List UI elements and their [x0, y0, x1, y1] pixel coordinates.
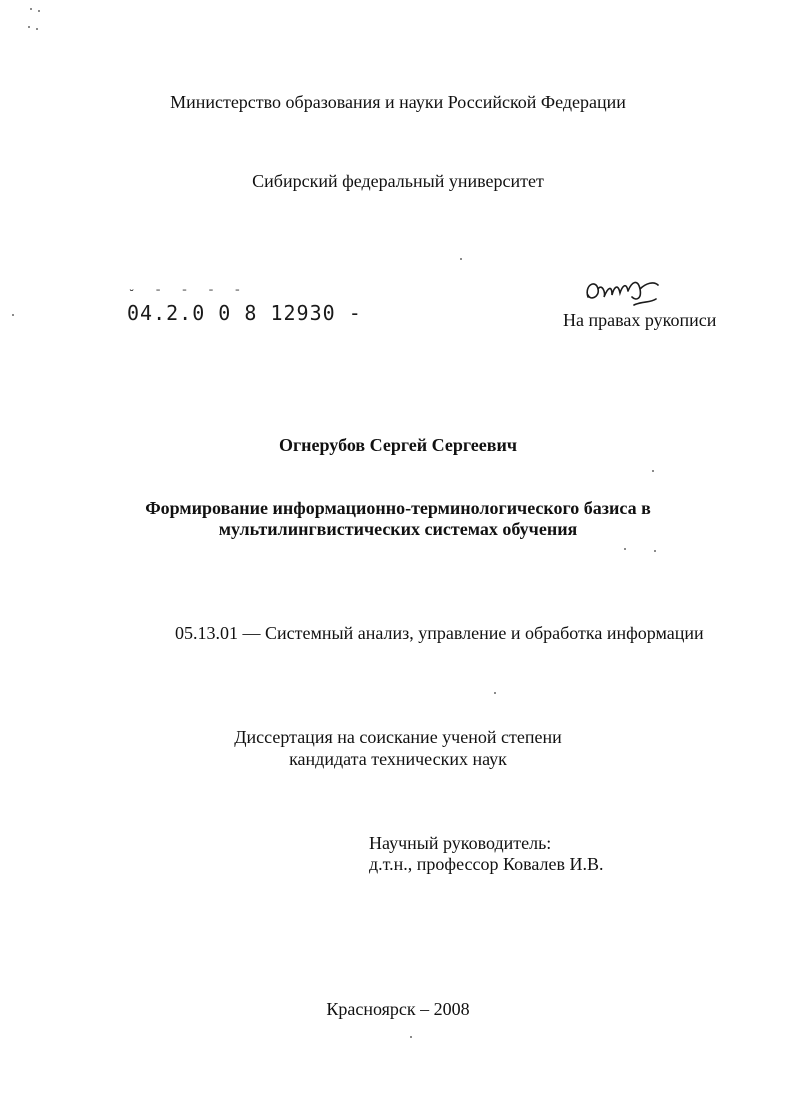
scan-artifact [624, 548, 626, 550]
manuscript-note: На правах рукописи [563, 310, 717, 330]
scan-artifact [460, 258, 462, 260]
degree-line1: Диссертация на соискание ученой степени [234, 727, 562, 747]
city-year: Красноярск – 2008 [326, 999, 470, 1019]
author-name: Огнерубов Сергей Сергеевич [279, 435, 517, 455]
scan-artifact [38, 10, 40, 12]
scan-artifact [28, 26, 30, 28]
ministry-heading: Министерство образования и науки Российской Федерации [170, 92, 626, 112]
dissertation-title-line1: Формирование информационно-терминологического базиса в [145, 498, 651, 518]
advisor-label: Научный руководитель: [369, 833, 552, 853]
scan-artifact [652, 470, 654, 472]
scan-artifact [30, 8, 32, 10]
specialty-code: 05.13.01 — Системный анализ, управление и обработка информации [175, 623, 704, 643]
scan-artifact [12, 314, 14, 316]
advisor-name: д.т.н., профессор Ковалев И.В. [369, 854, 604, 874]
dissertation-title-line2: мультилингвистических системах обучения [218, 519, 578, 539]
scan-artifact [410, 1036, 412, 1038]
stamp-marks: ˘ ˉ ˉ ˉ ˉ [128, 288, 248, 302]
university-heading: Сибирский федеральный университет [252, 171, 544, 191]
scan-artifact [36, 28, 38, 30]
scan-artifact [654, 550, 656, 552]
degree-line2: кандидата технических наук [289, 749, 507, 769]
scan-artifact [494, 692, 496, 694]
catalog-stamp: 04.2.0 0 8 12930 - [127, 301, 362, 325]
